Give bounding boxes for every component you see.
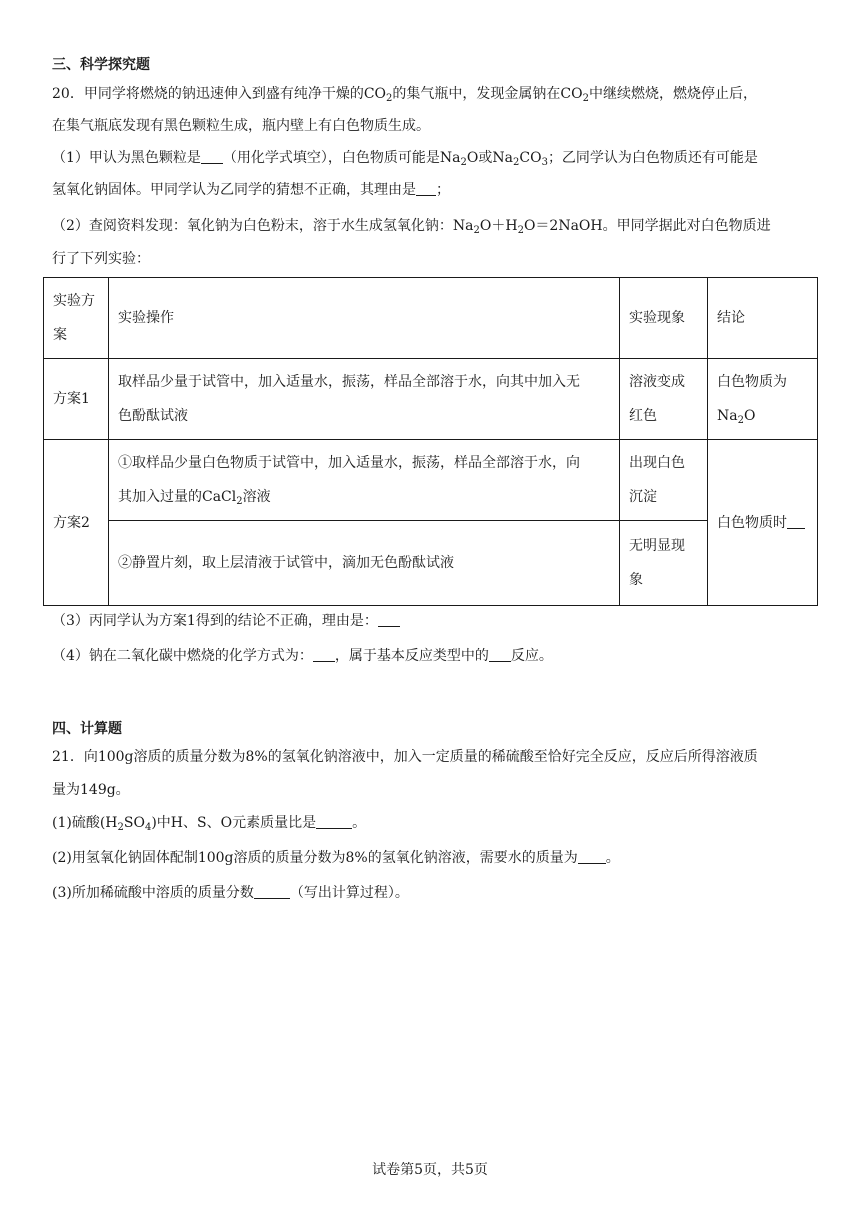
answer-blank[interactable] <box>254 884 290 899</box>
scheme1-operation: 取样品少量于试管中，加入适量水，振荡，样品全部溶于水，向其中加入无 色酚酞试液 <box>109 359 620 440</box>
experiment-table <box>43 277 818 606</box>
q21-part1: (1)硫酸$(H_2SO_4)$中H、S、O元素质量比是 。 <box>52 815 367 833</box>
answer-blank[interactable] <box>201 149 223 164</box>
q20-part2-line2: 行了下列实验： <box>52 251 150 267</box>
scheme2-step1-operation: ①取样品少量白色物质于试管中，加入适量水，振荡，样品全部溶于水，向 其加入过量的CaCl$_2$溶液 <box>109 440 620 521</box>
table-header-row <box>44 278 818 359</box>
q20-part1-line1: （1）甲认为黑色颗粒是 （用化学式填空），白色物质可能是$Na_2O$或$Na_2CO_3$；乙同学认为白色物质还有可能是 <box>52 150 758 168</box>
q21-part2: (2)用氢氧化钠固体配制100g溶质的质量分数为8%的氢氧化钠溶液，需要水的质量为 。 <box>52 850 620 866</box>
answer-blank[interactable] <box>578 849 606 864</box>
page-footer: 试卷第5页，共5页 <box>372 1162 488 1178</box>
answer-blank[interactable] <box>378 612 400 627</box>
table-row-scheme2b <box>44 521 818 606</box>
scheme2-step2-operation: ②静置片刻，取上层清液于试管中，滴加无色酚酞试液 <box>109 521 620 606</box>
header-conclusion: 结论 <box>708 278 818 359</box>
scheme1-conclusion: 白色物质为 $Na_2O$ <box>708 359 818 440</box>
q20-stem-line1: 20．甲同学将燃烧的钠迅速伸入到盛有纯净干燥的$CO_2$的集气瓶中，发现金属钠在$CO_2$中继续燃烧，燃烧停止后， <box>52 86 757 104</box>
header-scheme: 实验方 案 <box>44 278 109 359</box>
table-row-scheme1 <box>44 359 818 440</box>
scheme2-step1-observation: 出现白色 沉淀 <box>620 440 708 521</box>
table-row-scheme2a <box>44 440 818 521</box>
scheme2-step2-observation: 无明显现 象 <box>620 521 708 606</box>
scheme2-conclusion: 白色物质时 <box>708 440 818 606</box>
section-4-title: 四、计算题 <box>52 721 122 737</box>
answer-blank[interactable] <box>313 647 335 662</box>
q20-part2-line1: （2）查阅资料发现：氧化钠为白色粉末，溶于水生成氢氧化钠：$Na_2O+H_2O=2NaOH$。甲同学据此对白色物质进 <box>52 218 771 236</box>
q20-part4: （4）钠在二氧化碳中燃烧的化学方式为： ，属于基本反应类型中的 反应。 <box>52 648 553 664</box>
scheme2-label: 方案2 <box>44 440 109 606</box>
scheme1-observation: 溶液变成 红色 <box>620 359 708 440</box>
section-3-title: 三、科学探究题 <box>52 57 150 73</box>
answer-blank[interactable] <box>787 514 805 529</box>
header-observation: 实验现象 <box>620 278 708 359</box>
q21-part3: (3)所加稀硫酸中溶质的质量分数 （写出计算过程）。 <box>52 885 409 901</box>
q20-part3: （3）丙同学认为方案1得到的结论不正确，理由是： <box>52 611 400 631</box>
q21-stem-line1: 21．向100g溶质的质量分数为8%的氢氧化钠溶液中，加入一定质量的稀硫酸至恰好完全反应，反应后所得溶液质 <box>52 749 758 765</box>
answer-blank[interactable] <box>416 181 436 196</box>
answer-blank[interactable] <box>489 647 511 662</box>
scheme1-label: 方案1 <box>44 359 109 440</box>
q20-part1-line2: 氢氧化钠固体。甲同学认为乙同学的猜想不正确，其理由是 ； <box>52 182 450 198</box>
header-operation: 实验操作 <box>109 278 620 359</box>
q21-stem-line2: 量为149g。 <box>52 782 130 798</box>
answer-blank[interactable] <box>316 814 352 829</box>
q20-stem-line2: 在集气瓶底发现有黑色颗粒生成，瓶内壁上有白色物质生成。 <box>52 118 430 134</box>
